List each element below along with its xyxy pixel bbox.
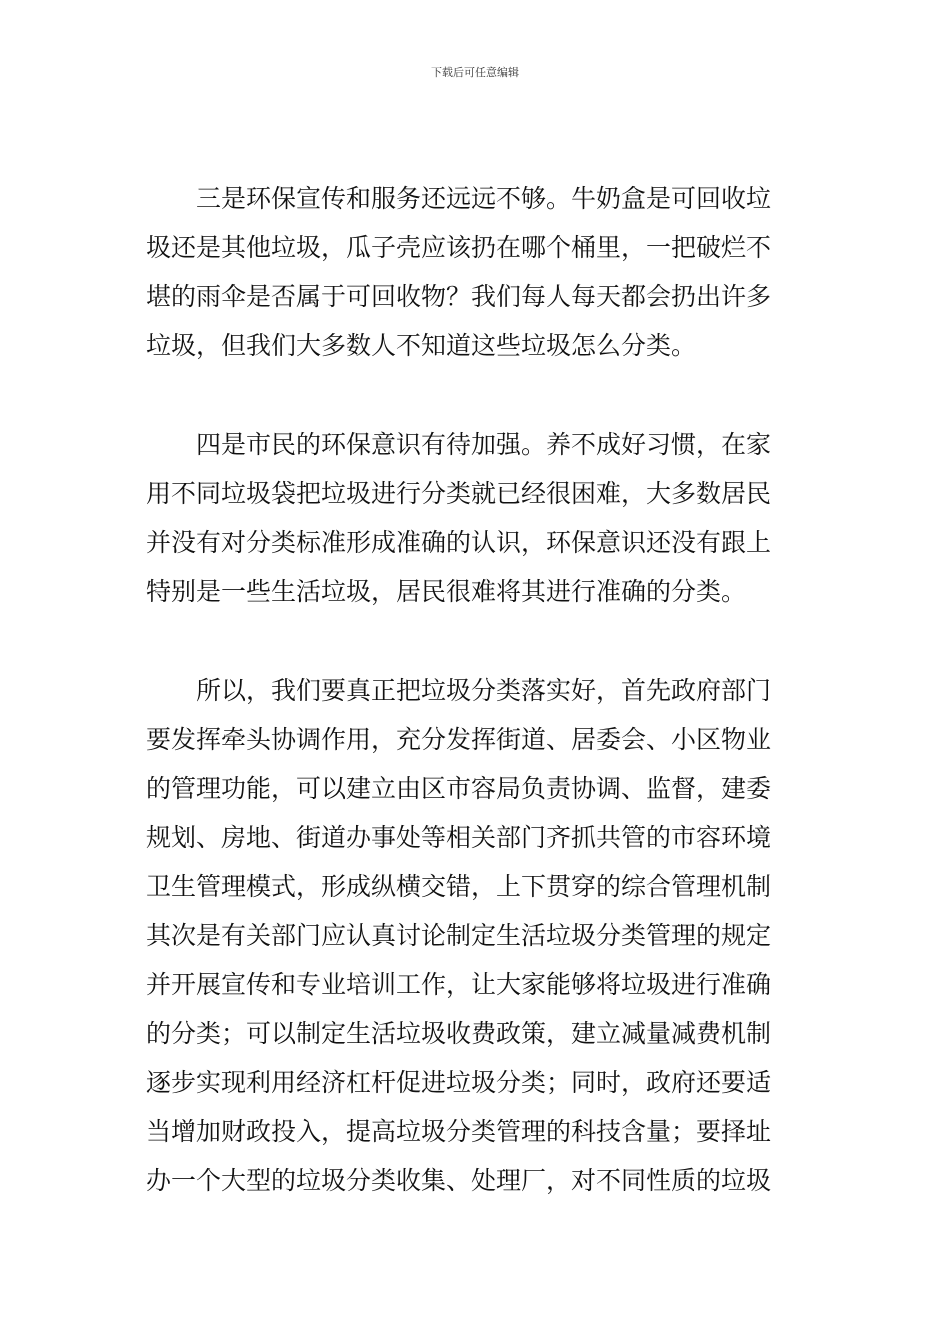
page-header: 下载后可任意编辑 xyxy=(431,66,519,79)
paragraph-4 xyxy=(146,420,806,616)
text-line: 用不同垃圾袋把垃圾进行分类就已经很困难，大多数居民 xyxy=(146,479,772,508)
text-line: 要发挥牵头协调作用，充分发挥街道、居委会、小区物业 xyxy=(146,725,772,754)
text-line: 办一个大型的垃圾分类收集、处理厂，对不同性质的垃圾 xyxy=(146,1166,772,1195)
text-line: 四是市民的环保意识有待加强。养不成好习惯，在家 xyxy=(146,430,772,459)
text-line: 堪的雨伞是否属于可回收物？我们每人每天都会扔出许多 xyxy=(146,282,772,311)
text-line: 其次是有关部门应认真讨论制定生活垃圾分类管理的规定 xyxy=(146,921,772,950)
text-line: 所以，我们要真正把垃圾分类落实好，首先政府部门 xyxy=(146,676,772,705)
text-line: 卫生管理模式，形成纵横交错，上下贯穿的综合管理机制 xyxy=(146,872,772,901)
text-line: 并没有对分类标准形成准确的认识，环保意识还没有跟上 xyxy=(146,528,772,557)
text-line: 规划、房地、街道办事处等相关部门齐抓共管的市容环境 xyxy=(146,823,772,852)
paragraph-3 xyxy=(146,174,806,370)
text-line: 的分类；可以制定生活垃圾收费政策，建立减量减费机制 xyxy=(146,1019,772,1048)
paragraph-conclusion xyxy=(146,666,806,1205)
text-line: 逐步实现利用经济杠杆促进垃圾分类；同时，政府还要适 xyxy=(146,1068,772,1097)
text-line: 三是环保宣传和服务还远远不够。牛奶盒是可回收垃 xyxy=(146,184,772,213)
text-line: 圾还是其他垃圾，瓜子壳应该扔在哪个桶里，一把破烂不 xyxy=(146,233,772,262)
text-line: 当增加财政投入，提高垃圾分类管理的科技含量；要择址 xyxy=(146,1117,772,1146)
text-line: 特别是一些生活垃圾，居民很难将其进行准确的分类。 xyxy=(146,577,747,606)
text-line: 的管理功能，可以建立由区市容局负责协调、监督，建委 xyxy=(146,774,772,803)
text-line: 垃圾，但我们大多数人不知道这些垃圾怎么分类。 xyxy=(146,331,697,360)
text-line: 并开展宣传和专业培训工作，让大家能够将垃圾进行准确 xyxy=(146,970,772,999)
document-body xyxy=(146,174,806,1205)
